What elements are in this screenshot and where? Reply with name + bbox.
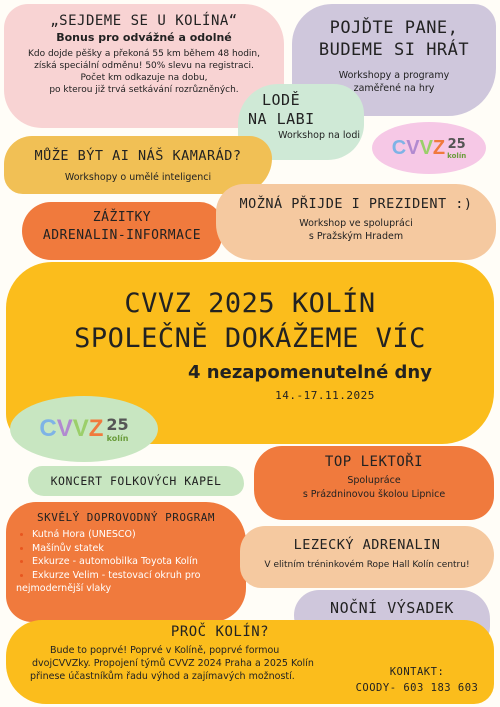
main-logo-number: 25 <box>106 415 129 434</box>
program-card <box>6 502 246 622</box>
logo-side <box>447 137 466 160</box>
program-item: • Kutná Hora (UNESCO) <box>32 528 246 542</box>
ai-card <box>4 136 272 194</box>
main-tagline: 4 nezapomenutelné dny <box>188 362 432 383</box>
logo-place: kolín <box>447 151 467 160</box>
main-logo-place: kolín <box>106 434 129 443</box>
program-item: • Exkurze Velim - testovací okruh pro <box>32 569 246 583</box>
proc-title: PROČ KOLÍN? <box>170 624 270 640</box>
program-item: • Exkurze - automobilka Toyota Kolín <box>32 555 246 569</box>
lode-title-2: NA LABI <box>248 110 315 128</box>
kontakt-phone: COODY- 603 183 603 <box>355 682 479 694</box>
kontakt-label: KONTAKT: <box>389 666 445 678</box>
lezecky-card <box>240 526 494 588</box>
nocni-title: NOČNÍ VÝSADEK <box>330 599 454 617</box>
zazitky-card <box>22 202 222 260</box>
program-item: • Mašínův statek <box>32 542 246 556</box>
logo-letter-v1: V <box>406 136 420 159</box>
proc-line-2: dvojCVVZky. Propojení týmů CVVZ 2024 Praha a 2025 Kolín <box>32 658 314 669</box>
ai-text: Workshopy o umělé inteligenci <box>64 172 212 183</box>
program-list <box>6 528 246 596</box>
sejdeme-line-3: Počet km odkazuje na dobu, <box>80 73 208 83</box>
prezident-text-2: s Pražským Hradem <box>308 231 404 242</box>
logo-number: 25 <box>447 136 466 152</box>
pojdte-title-2: BUDEME SI HRÁT <box>318 40 470 60</box>
main-logo-letter-v1: V <box>56 415 73 442</box>
pojdte-text-2: zaměřené na hry <box>353 83 435 94</box>
main-logo-letter-c: C <box>39 415 57 442</box>
logo-letter-z: Z <box>432 136 446 159</box>
pojdte-text-1: Workshopy a programy <box>338 70 450 81</box>
main-title-1: CVVZ 2025 KOLÍN <box>124 288 376 319</box>
main-logo-side <box>106 415 128 443</box>
sejdeme-title: „SEJDEME SE U KOLÍNA“ <box>50 13 238 29</box>
lode-text: Workshop na lodi <box>278 130 360 141</box>
prezident-text-1: Workshop ve spolupráci <box>299 218 413 229</box>
kontakt-block <box>340 666 494 694</box>
koncert-title: KONCERT FOLKOVÝCH KAPEL <box>50 474 222 488</box>
sejdeme-line-2: získá speciální odměnu! 50% slevu na registraci. <box>34 61 254 71</box>
lektori-title: TOP LEKTOŘI <box>324 454 424 470</box>
pojdte-title-1: POJĎTE PANE, <box>329 18 459 38</box>
lezecky-text: V elitním tréninkovém Rope Hall Kolín centru! <box>264 560 470 570</box>
sejdeme-subtitle: Bonus pro odvážné a odolné <box>56 31 232 44</box>
lode-title-1: LODĚ <box>262 91 301 109</box>
main-date: 14.-17.11.2025 <box>275 389 375 402</box>
logo-letter-c: C <box>391 136 407 159</box>
lektori-text-1: Spolupráce <box>347 475 401 486</box>
zazitky-title-2: ADRENALIN-INFORMACE <box>42 228 202 243</box>
main-logo-letter-v2: V <box>72 415 89 442</box>
main-logo-letter-z: Z <box>88 415 104 442</box>
sejdeme-line-1: Kdo dojde pěšky a překoná 55 km během 48 hodin, <box>27 49 260 59</box>
prezident-card <box>216 184 496 260</box>
koncert-card <box>28 466 244 496</box>
program-title: SKVĚLÝ DOPROVODNÝ PROGRAM <box>36 511 216 524</box>
cvvz-logo-top <box>372 122 486 174</box>
lektori-text-2: s Prázdninovou školou Lipnice <box>302 489 446 500</box>
main-title-2: SPOLEČNĚ DOKÁŽEME VÍC <box>74 323 426 354</box>
logo-letter-v2: V <box>419 136 433 159</box>
proc-line-1: Bude to poprvé! Poprvé v Kolíně, poprvé formou <box>50 645 280 656</box>
ai-title: MŮŽE BÝT AI NÁŠ KAMARÁD? <box>34 148 242 164</box>
zazitky-title-1: ZÁŽITKY <box>92 210 152 225</box>
lektori-card <box>254 446 494 520</box>
sejdeme-line-4: po kterou již trvá setkávání rozrůzněných. <box>49 85 239 95</box>
cvvz-logo-main <box>10 396 158 462</box>
proc-line-3: přinese účastníkům řadu výhod a zajímavých možností. <box>30 671 295 682</box>
program-item-continued: nejmodernější vlaky <box>16 583 112 594</box>
prezident-title: MOŽNÁ PŘIJDE I PREZIDENT :) <box>239 196 473 212</box>
lezecky-title: LEZECKÝ ADRENALIN <box>293 537 441 553</box>
